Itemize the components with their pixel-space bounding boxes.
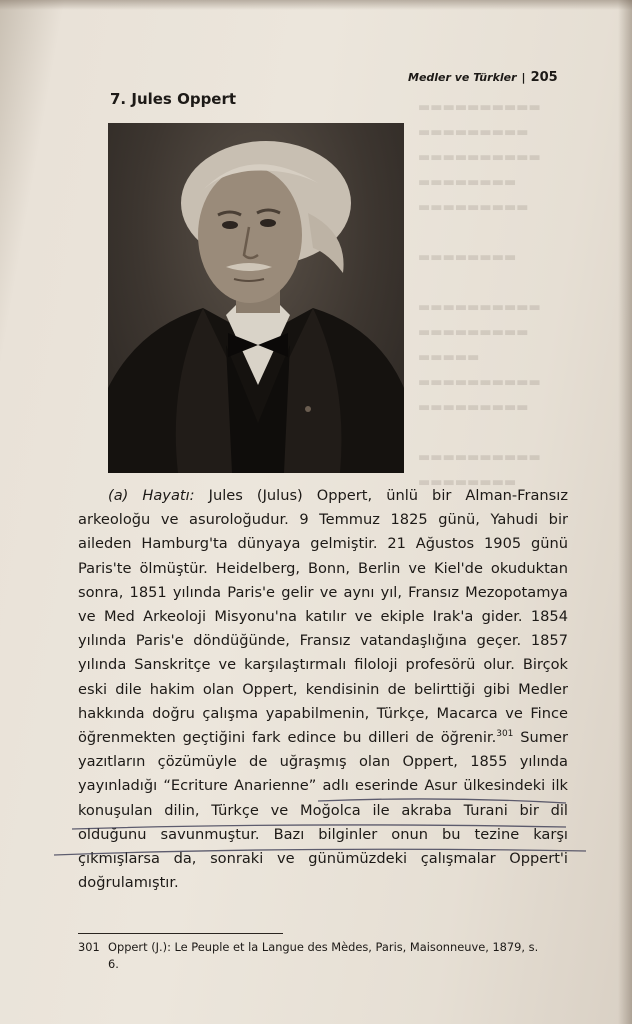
footnote-number: 301 bbox=[78, 940, 100, 954]
biography-text-part-1: Jules (Julus) Oppert, ünlü bir Alman-Fransız arkeoloğu ve asuroloğudur. 9 Temmuz 1825 günü, Yahudi bir aileden Hamburg'ta dünyaya gelmiştir. 21 Ağustos 1905 günü Paris'te ölmüştür. Heidelberg, Bonn, Berlin ve Kiel'de okuduktan sonra, 1851 yılında Paris'e gelir ve aynı yıl, Fransız Mezopotamya ve Med Arkeoloji Misyonu'na katılır ve ekiple Irak'a gider. 1854 yılında Paris'e döndüğünde, Fransız vatandaşlığına geçer. 1857 yılında Sanskritçe ve karşılaştırmalı filoloji profesörü olur. Birçok eski dile hakim olan Oppert, kendisinin de belirttiği gibi Medler hakkında doğru çalışma yapabilmenin, Türkçe, Macarca ve Fince öğrenmekten geçtiğini fark edince bu dilleri de öğrenir. bbox=[78, 487, 568, 747]
subsection-label: (a) Hayatı: bbox=[108, 487, 195, 504]
running-head-title: Medler ve Türkler bbox=[408, 71, 517, 84]
biography-text-part-2: Sumer yazıtların çözümüyle de uğraşmış olan Oppert, 1855 yılında yayınladığı “Ecriture Anarienne” adlı eserinde Asur ülkesindeki ilk konuşulan dilin, Türkçe ve Moğolca ile akraba Turani bir dil olduğunu savunmuştur. Bazı bilginler onun bu tezine karşı çıkmışlarsa da, sonraki ve günümüzdeki çalışmalar Oppert'i doğrulamıştır. bbox=[78, 729, 568, 892]
footnote-continuation: 6. bbox=[108, 957, 119, 971]
biography-paragraph bbox=[78, 484, 568, 895]
footnote bbox=[78, 939, 570, 973]
page-top-shadow bbox=[0, 0, 632, 10]
footnote-reference[interactable]: 301 bbox=[496, 729, 514, 740]
running-head bbox=[408, 70, 578, 85]
portrait-illustration bbox=[108, 123, 404, 473]
section-title: 7. Jules Oppert bbox=[110, 90, 237, 108]
portrait-photo bbox=[108, 123, 404, 473]
footnote-text: Oppert (J.): Le Peuple et la Langue des Mèdes, Paris, Maisonneuve, 1879, s. bbox=[108, 940, 539, 954]
running-head-separator: | bbox=[521, 71, 526, 84]
bleed-through-text: ▬▬▬▬▬▬▬▬▬▬ ▬▬▬▬▬▬▬▬▬ ▬▬▬▬▬▬▬▬▬▬ ▬▬▬▬▬▬▬▬ ▬▬▬▬▬▬▬▬▬ ▬▬▬▬▬▬▬▬ ▬▬▬▬▬▬▬▬▬▬ ▬▬▬▬▬▬▬▬▬ ▬▬▬▬▬ ▬▬▬▬▬▬▬▬▬▬ ▬▬▬▬▬▬▬▬▬ ▬▬▬▬▬▬▬▬▬▬ ▬▬▬▬▬▬▬▬ bbox=[418, 100, 541, 490]
page-number: 205 bbox=[530, 70, 558, 85]
footnote-rule bbox=[78, 933, 283, 934]
body-text bbox=[78, 484, 568, 895]
